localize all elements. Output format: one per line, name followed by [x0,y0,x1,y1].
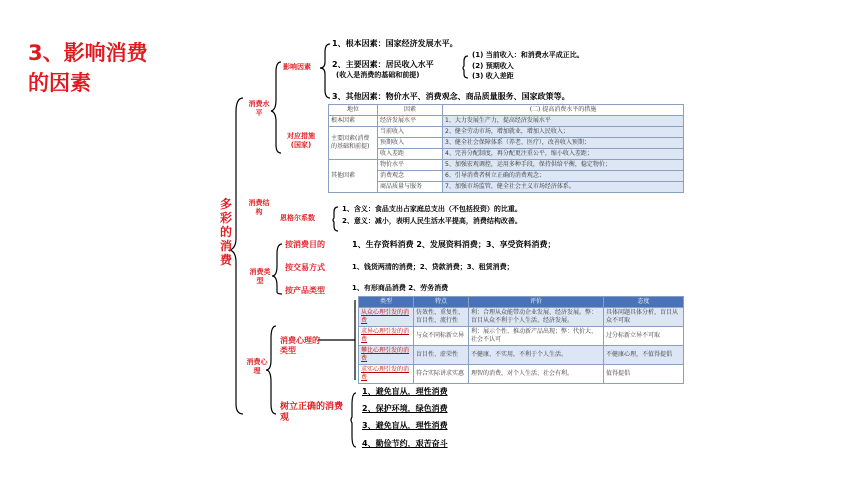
correct-item-2: 2、保护环境，绿色消费 [362,404,448,413]
table-row [359,365,684,384]
table-cell: 1、大力发展生产力，提高经济发展水平 [443,116,684,127]
table-cell: 理智的消费，对个人生活、社会有利。 [469,365,604,384]
table-cell: 当前收入 [378,127,443,138]
table-cell: 与众不同标新立异 [414,327,469,346]
measures-table [328,104,684,193]
table-cell: 利：展示个性、推动新产品出现；弊：代价大、社会不认可 [469,327,604,346]
table-cell: 求异心理引发的消费 [359,327,414,346]
trade-items: 1、钱货两清的消费；2、贷款消费；3、租赁消费； [352,263,514,271]
table-cell: 5、加强宏观调控，运用多种手段，保持供给平衡，稳定物价； [443,160,684,171]
purpose-items: 1、生存资料消费 2、发展资料消费；3、享受资料消费； [352,240,556,249]
table-cell: 4、完善分配制度，再分配更注重公平，缩小收入差距； [443,149,684,160]
table-cell: 具体问题具体分析，盲目从众不可取 [604,308,684,327]
table-cell: 消费观念 [378,171,443,182]
psych-label: 消费心理 [246,358,268,375]
table1-header: 因素 [378,105,443,116]
table2-header: 特点 [414,297,469,308]
table1-header: (二) 提高消费水平的措施 [443,105,684,116]
factor-2: 2、主要因素：居民收入水平 [332,60,434,69]
psych-table [358,296,684,384]
table-cell: 从众心理引发的消费 [359,308,414,327]
table-cell: 2、健全劳动市场，增加就业，增加人民收入； [443,127,684,138]
table-row [329,116,684,127]
table-cell: 预期收入 [378,138,443,149]
product-label: 按产品类型 [285,286,325,295]
root-label: 多彩的消费 [219,197,232,267]
factor-2-note: (收入是消费的基础和前提) [336,71,420,79]
table-cell: 过分标新立异不可取 [604,327,684,346]
table-cell: 值得提倡 [604,365,684,384]
table-row [329,149,684,160]
table-cell: 符合实际讲求实惠 [414,365,469,384]
engel-label: 恩格尔系数 [280,214,315,222]
correct-item-1: 1、避免盲从，理性消费 [362,387,448,396]
table-row [329,182,684,193]
structure-label: 消费结构 [248,199,270,216]
measures-label: 对应措施(国家) [287,132,315,149]
table2-header: 态度 [604,297,684,308]
table2-header: 类型 [359,297,414,308]
table-row [329,160,684,171]
structure-item-1: 1、含义：食品支出占家庭总支出（不包括投资）的比重。 [342,205,522,213]
income-sub-1: (1) 当前收入：和消费水平成正比。 [472,51,584,59]
table-cell: 其他因素 [329,160,378,193]
table-row [359,308,684,327]
table-row [329,127,684,138]
table-cell: 盲目性、虚荣性 [414,346,469,365]
table-cell: 仿效性、重复性、盲目性、流行性 [414,308,469,327]
table-cell: 7、加强市场监管，健全社会主义市场经济体系。 [443,182,684,193]
table-cell: 主要因素(消费的基础和前提) [329,127,378,160]
table-cell: 根本因素 [329,116,378,127]
table1-header: 地位 [329,105,378,116]
table-cell: 物价水平 [378,160,443,171]
table-cell: 收入差距 [378,149,443,160]
factors-label: 影响因素 [283,63,311,71]
table-cell: 经济发展水平 [378,116,443,127]
purpose-label: 按消费目的 [285,240,325,249]
correct-label: 树立正确的消费观 [280,402,344,423]
factor-3: 3、其他因素：物价水平、消费观念、商品质量服务、国家政策等。 [332,92,570,101]
level-label: 消费水平 [248,100,270,117]
table-cell: 商品质量与服务 [378,182,443,193]
table-row [359,327,684,346]
table-cell: 利：合理从众能带动企业发展、经济发展。弊：盲目从众不利于个人生活、经济发展。 [469,308,604,327]
table-cell: 6、引导消费者树立正确的消费观念； [443,171,684,182]
page-title: 3、影响消费的因素 [28,41,148,95]
table-cell: 3、健全社会保障体系（养老、医疗），改善收入预期； [443,138,684,149]
table-cell: 不健康、不实用，不利于个人生活。 [469,346,604,365]
factor-1: 1、根本因素：国家经济发展水平。 [332,39,458,48]
table-cell: 不健康心理，不值得提倡 [604,346,684,365]
table-cell: 攀比心理引发的消费 [359,346,414,365]
table-row [329,138,684,149]
types-label: 消费类型 [249,268,271,285]
table-row [329,171,684,182]
table-cell: 求实心理引发的消费 [359,365,414,384]
structure-item-2: 2、意义：减小，表明人民生活水平提高，消费结构改善。 [342,217,522,225]
table-row [359,346,684,365]
correct-item-3: 3、避免盲从，理性消费 [362,421,448,430]
income-sub-3: (3) 收入差距 [472,72,514,80]
trade-label: 按交易方式 [285,263,325,272]
income-sub-2: (2) 预期收入 [472,62,514,70]
psych-types-label: 消费心理的类型 [280,336,320,355]
product-items: 1、有形商品消费 2、劳务消费 [352,284,449,292]
correct-item-4: 4、勤俭节约，艰苦奋斗 [362,439,448,448]
table2-header: 评价 [469,297,604,308]
